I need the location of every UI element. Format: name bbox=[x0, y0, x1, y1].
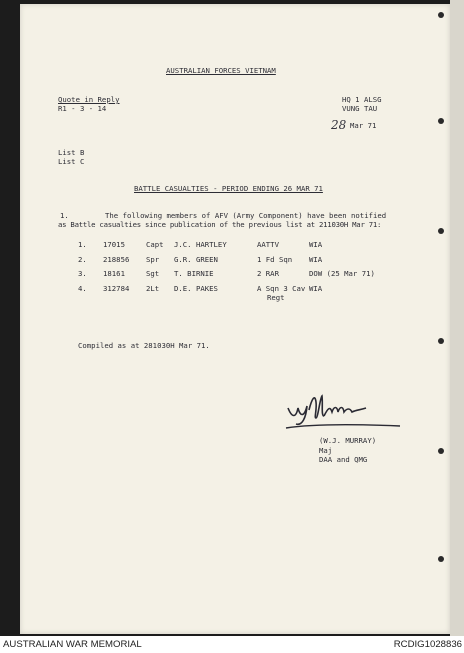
signer-rank: Maj bbox=[319, 446, 333, 455]
casualty-status: WIA bbox=[309, 255, 323, 264]
signer-name: (W.J. MURRAY) bbox=[319, 436, 377, 445]
unit: 2 RAR bbox=[257, 269, 279, 278]
soldier-name: J.C. HARTLEY bbox=[174, 240, 227, 249]
date-handwritten-day: 28 bbox=[331, 118, 347, 132]
service-number: 17015 bbox=[103, 240, 125, 249]
rank: Sgt bbox=[146, 269, 160, 278]
unit: 1 Fd Sqn bbox=[257, 255, 293, 264]
paragraph-line-2: as Battle casualties since publication of the previous list at 211030H Mar 71: bbox=[58, 220, 382, 229]
service-number: 218856 bbox=[103, 255, 130, 264]
service-number: 18161 bbox=[103, 269, 125, 278]
punch-hole bbox=[438, 338, 444, 344]
hq-line-1: HQ 1 ALSG bbox=[342, 95, 382, 104]
soldier-name: T. BIRNIE bbox=[174, 269, 214, 278]
paragraph-line-1: The following members of AFV (Army Component) have been notified bbox=[105, 211, 387, 220]
quote-label: Quote in Reply bbox=[58, 95, 120, 104]
page-edge bbox=[450, 0, 464, 636]
punch-hole bbox=[438, 556, 444, 562]
unit-continuation: Regt bbox=[267, 293, 285, 302]
service-number: 312784 bbox=[103, 284, 130, 293]
row-number: 1. bbox=[78, 240, 87, 249]
row-number: 4. bbox=[78, 284, 87, 293]
row-number: 3. bbox=[78, 269, 87, 278]
casualty-status: WIA bbox=[309, 284, 323, 293]
casualty-status: DOW (25 Mar 71) bbox=[309, 269, 375, 278]
rank: 2Lt bbox=[146, 284, 160, 293]
distribution-list-c: List C bbox=[58, 157, 85, 166]
rank: Spr bbox=[146, 255, 160, 264]
archive-name: AUSTRALIAN WAR MEMORIAL bbox=[3, 639, 142, 650]
paragraph-number: 1. bbox=[60, 211, 69, 220]
signer-role: DAA and QMG bbox=[319, 455, 368, 464]
soldier-name: G.R. GREEN bbox=[174, 255, 218, 264]
distribution-list-b: List B bbox=[58, 148, 85, 157]
handwritten-signature bbox=[282, 388, 402, 440]
casualties-title: BATTLE CASUALTIES - PERIOD ENDING 26 MAR 71 bbox=[134, 184, 323, 193]
date-month-year: Mar 71 bbox=[350, 121, 377, 130]
punch-hole bbox=[438, 228, 444, 234]
archive-reference: RCDIG1028836 bbox=[393, 639, 462, 650]
row-number: 2. bbox=[78, 255, 87, 264]
punch-hole bbox=[438, 118, 444, 124]
unit: AATTV bbox=[257, 240, 279, 249]
soldier-name: D.E. PAKES bbox=[174, 284, 218, 293]
punch-hole bbox=[438, 448, 444, 454]
rank: Capt bbox=[146, 240, 164, 249]
footer-bar bbox=[0, 638, 464, 653]
compiled-note: Compiled as at 281030H Mar 71. bbox=[78, 341, 210, 350]
unit: A Sqn 3 Cav bbox=[257, 284, 306, 293]
casualty-status: WIA bbox=[309, 240, 323, 249]
file-reference: R1 - 3 - 14 bbox=[58, 104, 107, 113]
document-heading: AUSTRALIAN FORCES VIETNAM bbox=[166, 66, 276, 75]
hq-line-2: VUNG TAU bbox=[342, 104, 378, 113]
punch-hole bbox=[438, 12, 444, 18]
